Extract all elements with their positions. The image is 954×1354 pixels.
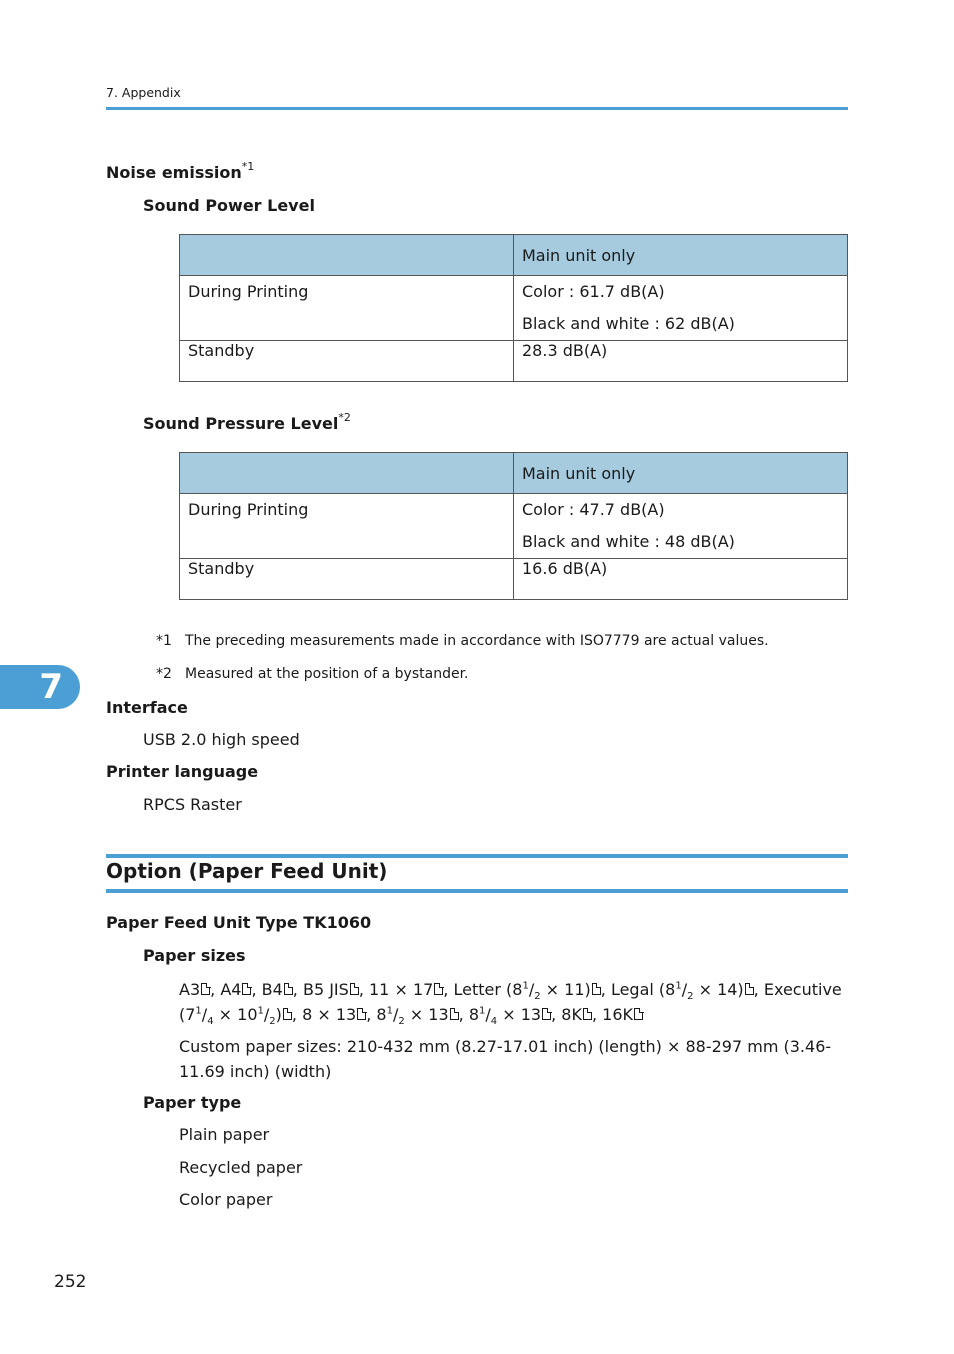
footnote-ref[interactable]: *1 xyxy=(241,159,255,173)
table-header-empty xyxy=(180,235,514,276)
table-row xyxy=(180,341,848,382)
chapter-tab: 7 xyxy=(0,665,80,709)
row-label: During Printing xyxy=(180,494,514,559)
sound-pressure-table xyxy=(179,452,848,600)
footnote-1: *1 The preceding measurements made in accordance with ISO7779 are actual values. xyxy=(156,633,769,649)
paper-sizes-heading: Paper sizes xyxy=(143,946,246,965)
portrait-orientation-icon xyxy=(745,983,754,995)
row-label: Standby xyxy=(180,341,514,382)
portrait-orientation-icon xyxy=(201,983,210,995)
row-value: Color : 47.7 dB(A) Black and white : 48 dB(A) xyxy=(514,494,848,559)
header-rule xyxy=(106,107,848,110)
footnote-ref[interactable]: *2 xyxy=(338,410,351,424)
table-header-row xyxy=(180,235,848,276)
portrait-orientation-icon xyxy=(434,983,443,995)
paper-type-item: Recycled paper xyxy=(179,1158,303,1177)
row-value: 28.3 dB(A) xyxy=(514,341,848,382)
page-number: 252 xyxy=(54,1272,87,1292)
portrait-orientation-icon xyxy=(357,1008,366,1020)
running-header: 7. Appendix xyxy=(106,85,181,100)
paper-type-heading: Paper type xyxy=(143,1093,242,1112)
table-header-row xyxy=(180,453,848,494)
table-row xyxy=(180,559,848,600)
table-row xyxy=(180,494,848,559)
portrait-orientation-icon xyxy=(350,983,359,995)
footnote-2: *2 Measured at the position of a bystander. xyxy=(156,666,469,682)
paper-feed-unit-heading: Paper Feed Unit Type TK1060 xyxy=(106,913,372,932)
row-value: Color : 61.7 dB(A) Black and white : 62 dB(A) xyxy=(514,276,848,341)
portrait-orientation-icon xyxy=(450,1008,459,1020)
row-value: 16.6 dB(A) xyxy=(514,559,848,600)
section-title: Option (Paper Feed Unit) xyxy=(106,859,388,883)
portrait-orientation-icon xyxy=(542,1008,551,1020)
portrait-orientation-icon xyxy=(242,983,251,995)
table-row xyxy=(180,276,848,341)
paper-type-item: Plain paper xyxy=(179,1125,270,1144)
sound-pressure-heading: Sound Pressure Level$^{*2}$ xyxy=(143,410,351,433)
portrait-orientation-icon xyxy=(583,1008,592,1020)
portrait-orientation-icon xyxy=(283,1008,292,1020)
interface-heading: Interface xyxy=(106,698,188,717)
table-header-cell: Main unit only xyxy=(514,235,848,276)
noise-emission-heading: Noise emission$^{*1}$ xyxy=(106,159,255,182)
paper-type-item: Color paper xyxy=(179,1190,273,1209)
paper-sizes-list: A3 , A4 , B4 , B5 JIS , 11 × 17 , Letter $(8^1/_2 \times 11)$ , Legal $(8^1/_2 \times 14)$ , Executive $(7^1/_4 \times 10^1/_2)$ , 8 × 13 , $8^1/_2 \times 13$ , $8^1/_4 \times 13$ , 8K , 16K xyxy=(179,980,842,1028)
sound-power-heading: Sound Power Level xyxy=(143,196,315,215)
table-header-empty xyxy=(180,453,514,494)
portrait-orientation-icon xyxy=(592,983,601,995)
printer-language-heading: Printer language xyxy=(106,762,259,781)
sound-power-table xyxy=(179,234,848,382)
custom-paper-sizes: Custom paper sizes: 210-432 mm (8.27-17.01 inch) (length) × 88-297 mm (3.46-11.69 inch) (width) xyxy=(179,1037,832,1081)
printer-language-value: RPCS Raster xyxy=(143,795,242,814)
interface-value: USB 2.0 high speed xyxy=(143,730,300,749)
section-rule-top xyxy=(106,854,848,858)
portrait-orientation-icon xyxy=(634,1008,643,1020)
row-label: Standby xyxy=(180,559,514,600)
section-rule-bottom xyxy=(106,889,848,893)
row-label: During Printing xyxy=(180,276,514,341)
portrait-orientation-icon xyxy=(284,983,293,995)
table-header-cell: Main unit only xyxy=(514,453,848,494)
